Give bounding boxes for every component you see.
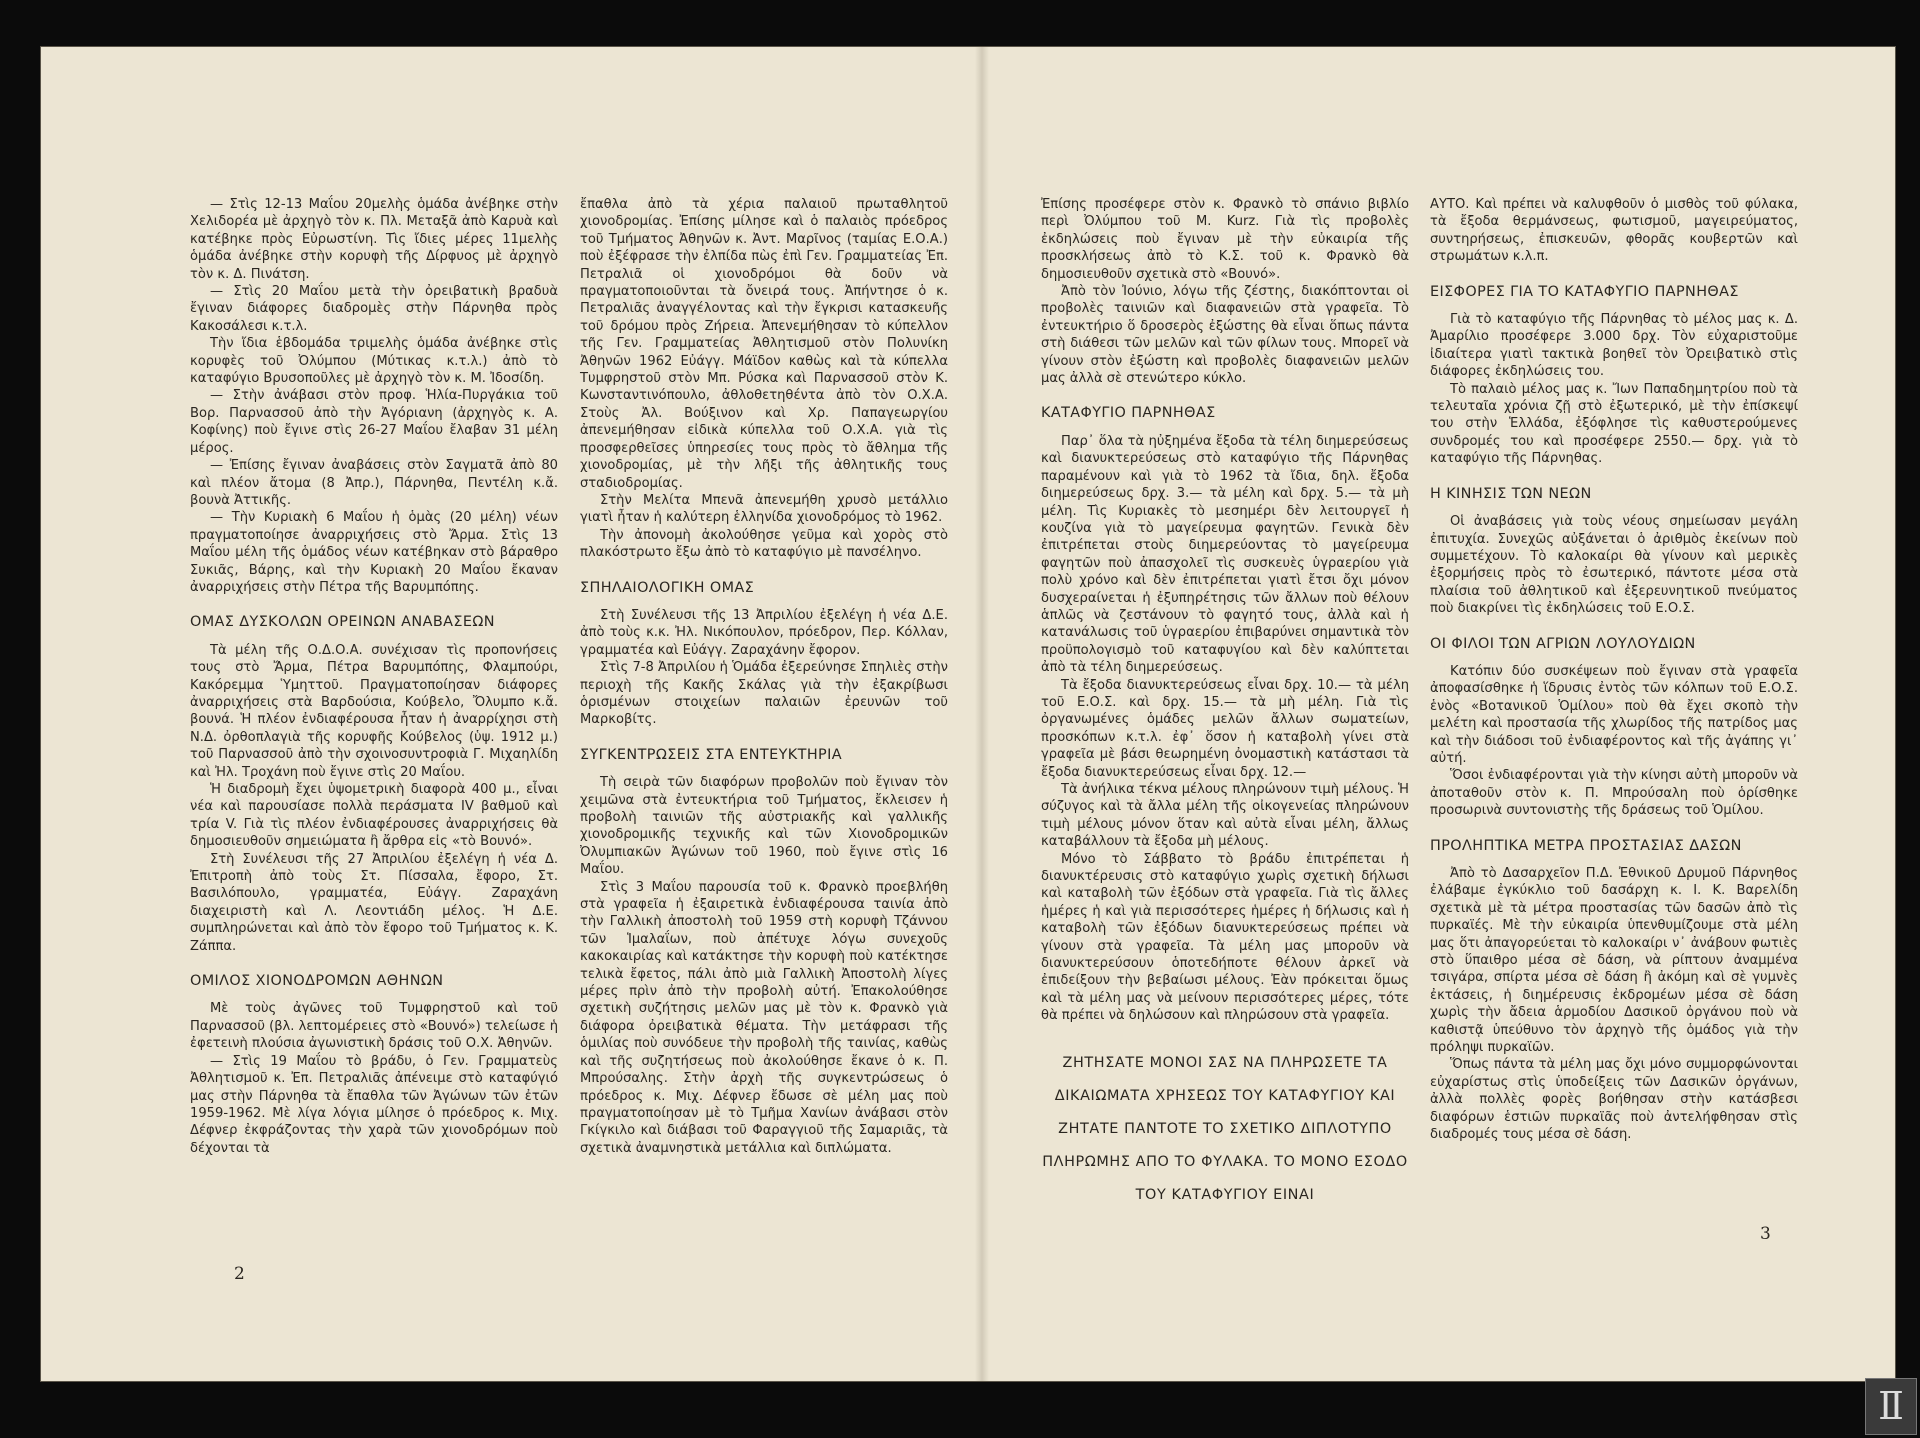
paragraph: Ἡ διαδρομὴ ἔχει ὑψομετρικὴ διαφορὰ 400 μ., εἶναι νέα καὶ παρουσίασε πολλὰ περάσματα IV βαθμοῦ καὶ τρία V. Γιὰ τὶς πλέον ἐνδιαφέρουσες ἀναρριχήσεις θὰ δημοσιευθοῦν σημειώματα ἢ ἄρθρα εἰς «τὸ Βουνό». <box>190 782 558 850</box>
section-heading: ΣΥΓΚΕΝΤΡΩΣΕΙΣ ΣΤΑ ΕΝΤΕΥΚΤΗΡΙΑ <box>580 746 843 763</box>
paragraph: Μὲ τοὺς ἀγῶνες τοῦ Τυμφρηστοῦ καὶ τοῦ Παρνασσοῦ (βλ. λεπτομέρειες στὸ «Βουνό») τελείωσε ἡ ἐφετεινὴ πλούσια ἀγωνιστικὴ δράσις τοῦ Ο.Χ. Ἀθηνῶν. <box>190 1001 558 1052</box>
paragraph: Τὰ μέλη τῆς Ο.Δ.Ο.Α. συνέχισαν τὶς προπονήσεις τους στὸ Ἄρμα, Πέτρα Βαρυμπόπης, Φλαμπούρι, Κακόρεμμα Ὑμηττοῦ. Πραγματοποίησαν διάφορες ἀναρριχήσεις στὰ Βαρδούσια, Κούβελο, Ὄλυμπο κ.ἄ. βουνά. Ἡ πλέον ἐνδιαφέρουσα ἦταν ἡ ἀναρρίχησι στὴ Ν.Δ. ὀρθοπλαγιὰ τῆς κορυφῆς Κούβελος (ὑψ. 1912 μ.) τοῦ Παρνασσοῦ ἀπὸ τὴν σχοινοσυντροφιὰ Γ. Μιχαηλίδη καὶ Ἠλ. Τροχάνη ποὺ ἔγινε στὶς 20 Μαΐου. <box>190 642 558 780</box>
paragraph: ΑΥΤΟ. Καὶ πρέπει νὰ καλυφθοῦν ὁ μισθὸς τοῦ φύλακα, τὰ ἔξοδα θερμάνσεως, φωτισμοῦ, μαγειρεύματος, συντηρήσεως, ἐπισκευῶν, φθορᾶς κουβερτῶν καὶ στρωμάτων κ.λ.π. <box>1430 197 1798 265</box>
section-heading: ΟΜΑΣ ΔΥΣΚΟΛΩΝ ΟΡΕΙΝΩΝ ΑΝΑΒΑΣΕΩΝ <box>190 614 495 631</box>
column-3 <box>1041 196 1409 1212</box>
library-logo-icon: Ⅱ <box>1865 1378 1917 1435</box>
paragraph: Ὅπως πάντα τὰ μέλη μας ὄχι μόνο συμμορφώνονται εὐχαρίστως στὶς ὑποδείξεις τῶν Δασικῶν ὀργάνων, ἀλλὰ πολλὲς φορὲς βοήθησαν στὴν κατάσβεσι διαφόρων ἑστιῶν πυρκαϊᾶς ποὺ ἀντελήφθησαν στὶς διαδρομές τους μέσα σὲ δάση. <box>1430 1057 1798 1143</box>
paragraph: ἔπαθλα ἀπὸ τὰ χέρια παλαιοῦ πρωταθλητοῦ χιονοδρομίας. Ἐπίσης μίλησε καὶ ὁ παλαιὸς πρόεδρος τοῦ Τμήματος Ἀθηνῶν κ. Ἀντ. Μαρῖνος (ταμίας Ε.Ο.Α.) ποὺ ἐξέφρασε τὴν ἐλπίδα πὼς ἐπὶ Γεν. Γραμματείας Ἐπ. Πετραλιᾶ οἱ χιονοδρόμοι θὰ δοῦν νὰ πραγματοποιοῦνται τὰ ὄνειρά τους. Ἀπήντησε ὁ κ. Πετραλιᾶς ἀναγγέλοντας καὶ τὴν ἔγκρισι κατασκευῆς τοῦ δρόμου πρὸς Ζήρεια. Ἀπενεμήθησαν τὸ κύπελλον τῆς Γεν. Γραμματείας Ἀθλητισμοῦ στὸν Πολυνίκη Ἀθηνῶν 1962 Εὐάγγ. Μάϊδον καθὼς καὶ τὰ κύπελλα Τυμφρηστοῦ στὸν Μπ. Ρύσκα καὶ Παρνασσοῦ στὸν Κ. Κωνσταντινόπουλο, ἀθλοθετηθέντα ἀπὸ τὸν Ο.Χ.Α. Στοὺς Ἀλ. Βούξινον καὶ Χρ. Παπαγεωργίου ἀπενεμήθησαν εἰδικὰ κύπελλα τοῦ Ο.Χ.Α. γιὰ τὶς προσφερθεῖσες ὑπηρεσίες τους πρὸς τὸ ἄθλημα τῆς χιονοδρομίας, μὲ τὴν λῆξι τῆς ἀθλητικῆς τους σταδιοδρομίας. <box>580 197 948 491</box>
column-4 <box>1430 196 1798 1144</box>
section-heading: ΟΜΙΛΟΣ ΧΙΟΝΟΔΡΟΜΩΝ ΑΘΗΝΩΝ <box>190 973 444 990</box>
paragraph: Στὴ Συνέλευσι τῆς 27 Ἀπριλίου ἐξελέγη ἡ νέα Δ. Ἐπιτροπὴ ἀπὸ τοὺς Στ. Πίσσαλα, ἔφορο, Στ. Βασιλόπουλο, γραμματέα, Εὐάγγ. Ζαραχάνη διαχειριστὴ καὶ Λ. Λεοντιάδη μέλος. Ἡ Δ.Ε. συμπληρώνεται καὶ ἀπὸ τὸν ἔφορο τοῦ Τμήματος κ. Κ. Ζάππα. <box>190 851 558 954</box>
section-heading: ΟΙ ΦΙΛΟΙ ΤΩΝ ΑΓΡΙΩΝ ΛΟΥΛΟΥΔΙΩΝ <box>1430 635 1696 652</box>
section-heading: ΚΑΤΑΦΥΓΙΟ ΠΑΡΝΗΘΑΣ <box>1041 405 1216 422</box>
paragraph: Στὴν Μελίτα Μπενᾶ ἀπενεμήθη χρυσὸ μετάλλιο γιατὶ ἦταν ἡ καλύτερη ἑλληνίδα χιονοδρόμος τὸ 1962. <box>580 492 948 526</box>
center-fold <box>975 46 989 1382</box>
paragraph: Τὰ ἔξοδα διανυκτερεύσεως εἶναι δρχ. 10.— τὰ μέλη τοῦ Ε.Ο.Σ. καὶ δρχ. 15.— τὰ μὴ μέλη. Γιὰ τὶς ὀργανωμένες ὁμάδες μελῶν ἄλλων σωματείων, προσκόπων κ.τ.λ. ἐφ᾽ ὅσον ἡ καταβολὴ γίνει στὰ γραφεῖα μὲ βάσι θεωρημένη ὀνομαστικὴ κατάστασι τὰ ἔξοδα διανυκτερεύσεως εἶναι δρχ. 12.— <box>1041 677 1409 780</box>
paragraph: Γιὰ τὸ καταφύγιο τῆς Πάρνηθας τὸ μέλος μας κ. Δ. Ἀμαρίλιο προσέφερε 3.000 δρχ. Τὸν εὐχαριστοῦμε ἰδιαίτερα γιατὶ τακτικὰ βοηθεῖ τὸν Ὀρειβατικὸ στὶς διάφορες ἐκδηλώσεις του. <box>1430 312 1798 380</box>
paragraph: Τὰ ἀνήλικα τέκνα μέλους πληρώνουν τιμὴ μέλους. Ἡ σύζυγος καὶ τὰ ἄλλα μέλη τῆς οἰκογενείας πληρώνουν τιμὴ μέλους μόνον ὅταν καὶ αὐτὰ εἶναι μέλη, ἄλλως καταβάλλουν τὰ ἔξοδα μὴ μέλους. <box>1041 782 1409 850</box>
column-2 <box>580 196 948 1157</box>
page-number-left: 2 <box>234 1264 245 1284</box>
paragraph: Στὶς 3 Μαΐου παρουσία τοῦ κ. Φρανκὸ προεβλήθη στὰ γραφεῖα ἡ ἐξαιρετικὰ ἐνδιαφέρουσα ταινία ἀπὸ τὴν Γαλλικὴ ἀποστολὴ τοῦ 1959 στὴ κορυφὴ Τζάννου τῶν Ἱμαλαΐων, ποὺ ἀπέτυχε λόγω συνεχοῦς κακοκαιρίας καὶ κατάκτησε τὴν κορυφὴ ποὺ κατέκτησε τελικὰ ἔφετος, πάλι ἀπὸ μιὰ Γαλλικὴ Ἀποστολὴ λίγες μέρες πρὶν ἀπὸ τὴν προβολὴ αὐτή. Ἐπακολούθησε σχετικὴ συζήτησις μελῶν μας μὲ τὸν κ. Φρανκὸ γιὰ διάφορα ὀρειβατικὰ θέματα. Τὴν μετάφρασι τῆς ὁμιλίας ποὺ συνόδευε τὴν προβολὴ τῆς ταινίας, καθὼς καὶ τῆς συζητήσεως ποὺ ἀκολούθησε ἔκανε ὁ κ. Π. Μπρούσαλης. Στὴν ἀρχὴ τῆς συγκεντρώσεως ὁ πρόεδρος κ. Μιχ. Δέφνερ ἔδωσε σὲ μέλη μας ποὺ πραγματοποίησαν μὲ τὸ Τμῆμα Χανίων ἀνάβασι στὸν Γκίγκιλο καὶ διάβασι τοῦ Φαραγγιοῦ τῆς Σαμαριᾶς, τὰ σχετικὰ ἀναμνηστικὰ μετάλλια καὶ διπλώματα. <box>580 879 948 1156</box>
paragraph: Ἀπὸ τὸν Ἰούνιο, λόγω τῆς ζέστης, διακόπτονται οἱ προβολὲς ταινιῶν καὶ διαφανειῶν στὰ γραφεῖα. Τὸ ἐντευκτήριο ὅ δροσερὸς ἐξώστης θὰ εἶναι ὅπως πάντα στὴ διάθεσι τῶν μελῶν καὶ τῶν φίλων τους. Μπορεῖ νὰ γίνουν στὸν ἐξώστη καὶ προβολὲς διαφανειῶν μελῶν μας ἀλλὰ σὲ στενώτερο κύκλο. <box>1041 284 1409 387</box>
section-heading: ΕΙΣΦΟΡΕΣ ΓΙΑ ΤΟ ΚΑΤΑΦΥΓΙΟ ΠΑΡΝΗΘΑΣ <box>1430 283 1739 300</box>
paragraph: — Στὴν ἀνάβασι στὸν προφ. Ἡλία-Πυργάκια τοῦ Βορ. Παρνασσοῦ ἀπὸ τὴν Ἀγόριανη (ἀρχηγὸς κ. Α. Κοφίνης) ποὺ ἔγινε στὶς 26-27 Μαΐου ἔλαβαν 31 μέλη μέρος. <box>190 388 558 456</box>
paragraph: Ἀπὸ τὸ Δασαρχεῖον Π.Δ. Ἐθνικοῦ Δρυμοῦ Πάρνηθος ἐλάβαμε ἐγκύκλιο τοῦ δασάρχη κ. Ι. Κ. Βαρελίδη σχετικὰ μὲ τὰ μέτρα προστασίας τῶν δασῶν ἀπὸ τὶς πυρκαϊές. Μὲ τὴν εὐκαιρία ὑπενθυμίζουμε στὰ μέλη μας ὅτι ἀπαγορεύεται τὸ καλοκαίρι ν᾽ ἀνάβουν φωτιὲς στὸ ὕπαιθρο μέσα σὲ δάση, νὰ ρίπτουν ἀναμμένα τσιγάρα, σπίρτα μέσα σὲ δάση ἢ ἀκόμη καὶ σὲ γυμνὲς ἐκτάσεις, ἡ διημέρευσις ἐκδρομέων μέσα σὲ δάση χωρὶς τὴν ἄδεια ἁρμοδίου Δασικοῦ ὀργάνου ποὺ νὰ καθιστᾷ ὑπεύθυνο τὸν ἀρχηγὸ τῆς ὁμάδος γιὰ τὴν πρόληψι πυρκαϊῶν. <box>1430 866 1798 1056</box>
paragraph: Μόνο τὸ Σάββατο τὸ βράδυ ἐπιτρέπεται ἡ διανυκτέρευσις στὸ καταφύγιο χωρὶς σχετικὴ δήλωσι καὶ καταβολὴ τῶν ἐξόδων στὰ γραφεῖα. Γιὰ τὶς ἄλλες ἡμέρες ἡ καὶ γιὰ περισσότερες ἡμέρες ἡ δήλωσις καὶ ἡ καταβολὴ τῶν ἐξόδων διανυκτερεύσεως πρέπει νὰ γίνουν στὰ γραφεῖα. Τὰ μέλη μας μποροῦν νὰ διανυκτερεύσουν ὁποτεδήποτε θέλουν ἀρκεῖ νὰ ἐπιδείξουν τὴν βεβαίωσι μέλους. Ἐὰν πρόκειται ὅμως καὶ τὰ μέλη μας νὰ μείνουν περισσότερες μέρες, τότε θὰ πρέπει νὰ δηλώσουν καὶ πληρώσουν στὰ γραφεῖα. <box>1041 851 1409 1024</box>
section-heading: ΠΡΟΛΗΠΤΙΚΑ ΜΕΤΡΑ ΠΡΟΣΤΑΣΙΑΣ ΔΑΣΩΝ <box>1430 837 1742 854</box>
paragraph: — Τὴν Κυριακὴ 6 Μαΐου ἡ ὁμὰς (20 μέλη) νέων πραγματοποίησε ἀναρριχήσεις στὸ Ἄρμα. Στὶς 13 Μαΐου μέλη τῆς ὁμάδος νέων κατέβηκαν στὸ βάραθρο Συκιᾶς, Βάρης, καὶ τὴν Κυριακὴ 20 Μαΐου ἔκαναν ἀναρριχήσεις στὴν Πέτρα τῆς Βαρυμπόπης. <box>190 510 558 595</box>
paragraph: — Στὶς 12-13 Μαΐου 20μελὴς ὁμάδα ἀνέβηκε στὴν Χελιδορέα μὲ ἀρχηγὸ τὸν κ. Πλ. Μεταξᾶ ἀπὸ Καρυὰ καὶ κατέβηκε πρὸς Εὐρωστίνη. Τὶς ἴδιες μέρες 11μελὴς ὁμάδα ἀνέβηκε στὴν κορυφὴ τῆς Δίρφυος μὲ ἀρχηγὸ τὸν κ. Δ. Πινάτση. <box>190 197 558 282</box>
document-page-spread <box>40 46 1896 1382</box>
paragraph: — Στὶς 20 Μαΐου μετὰ τὴν ὀρειβατικὴ βραδυὰ ἔγιναν διάφορες διαδρομὲς στὴν Πάρνηθα πρὸς Κακοσάλεσι κ.τ.λ. <box>190 284 558 334</box>
paragraph: Τὴν ἀπονομὴ ἀκολούθησε γεῦμα καὶ χορὸς στὸ πλακόστρωτο ἔξω ἀπὸ τὸ καταφύγιο μὲ πανσέληνο. <box>580 527 948 561</box>
paragraph: Οἱ ἀναβάσεις γιὰ τοὺς νέους σημείωσαν μεγάλη ἐπιτυχία. Συνεχῶς αὐξάνεται ὁ ἀριθμὸς ἐκείνων ποὺ συμμετέχουν. Τὸ καλοκαίρι θὰ γίνουν καὶ μερικὲς ἐξορμήσεις πρὸς τὸ ἐσωτερικό, πάντοτε μέσα στὰ πλαίσια τοῦ ἀθλητικοῦ καὶ ἐξερευνητικοῦ πνεύματος ποὺ διακρίνει τὶς ἐκδηλώσεις τοῦ Ε.Ο.Σ. <box>1430 514 1798 617</box>
notice-text: ΖΗΤΗΣΑΤΕ ΜΟΝΟΙ ΣΑΣ ΝΑ ΠΛΗΡΩΣΕΤΕ ΤΑ ΔΙΚΑΙΩΜΑΤΑ ΧΡΗΣΕΩΣ ΤΟΥ ΚΑΤΑΦΥΓΙΟΥ ΚΑΙ ΖΗΤΑΤΕ ΠΑΝΤΟΤΕ ΤΟ ΣΧΕΤΙΚΟ ΔΙΠΛΟΤΥΠΟ ΠΛΗΡΩΜΗΣ ΑΠΟ ΤΟ ΦΥΛΑΚΑ. ΤΟ ΜΟΝΟ ΕΣΟΔΟ ΤΟΥ ΚΑΤΑΦΥΓΙΟΥ ΕΙΝΑΙ <box>1042 1054 1408 1203</box>
section-heading: ΣΠΗΛΑΙΟΛΟΓΙΚΗ ΟΜΑΣ <box>580 579 755 596</box>
paragraph: Ὅσοι ἐνδιαφέρονται γιὰ τὴν κίνησι αὐτὴ μποροῦν νὰ ἀποταθοῦν στὸν κ. Π. Μπρούσαλη ποὺ ὁρίσθηκε προσωρινὰ συντονιστὴς τῆς δράσεως τοῦ Ὁμίλου. <box>1430 768 1798 819</box>
paragraph: Στὴ Συνέλευσι τῆς 13 Ἀπριλίου ἐξελέγη ἡ νέα Δ.Ε. ἀπὸ τοὺς κ.κ. Ἠλ. Νικόπουλον, πρόεδρον, Περ. Κόλλαν, γραμματέα καὶ Εὐάγγ. Ζαραχάνην ἔφορον. <box>580 607 948 658</box>
paragraph: — Στὶς 19 Μαΐου τὸ βράδυ, ὁ Γεν. Γραμματεὺς Ἀθλητισμοῦ κ. Ἐπ. Πετραλιᾶς ἀπένειμε στὸ καταφύγιό μας στὴν Πάρνηθα τὰ ἔπαθλα τῶν Ἀγώνων τῶν ἐτῶν 1959-1962. Μὲ λίγα λόγια μίλησε ὁ πρόεδρος κ. Μιχ. Δέφνερ ἐκφράζοντας τὴν χαρὰ τῶν χιονοδρόμων ποὺ δέχονται τὰ <box>190 1053 558 1156</box>
paragraph: — Ἐπίσης ἔγιναν ἀναβάσεις στὸν Σαγματᾶ ἀπὸ 80 καὶ πλέον ἄτομα (8 Ἀπρ.), Πάρνηθα, Πεντέλη κ.ἄ. βουνὰ Ἀττικῆς. <box>190 458 558 508</box>
paragraph: Τὴν ἴδια ἑβδομάδα τριμελὴς ὁμάδα ἀνέβηκε στὶς κορυφὲς τοῦ Ὀλύμπου (Μύτικας κ.τ.λ.) ἀπὸ τὸ καταφύγιο Βρυσοποῦλες μὲ ἀρχηγὸ τὸν κ. Μ. Ἰδοσίδη. <box>190 336 558 387</box>
paragraph: Κατόπιν δύο συσκέψεων ποὺ ἔγιναν στὰ γραφεῖα ἀποφασίσθηκε ἡ ἵδρυσις ἐντὸς τῶν κόλπων τοῦ Ε.Ο.Σ. ἑνὸς «Βοτανικοῦ Ὁμίλου» ποὺ θὰ ἔχει σκοπὸ τὴν μελέτη καὶ προστασία τῆς χλωρίδος τῆς πατρίδος μας καὶ τὴν διάδοσι τοῦ ἐνδιαφέροντος καὶ τῆς ἀγάπης γι᾽ αὐτή. <box>1430 663 1798 766</box>
page-number-right: 3 <box>1760 1224 1771 1244</box>
paragraph: Τὴ σειρὰ τῶν διαφόρων προβολῶν ποὺ ἔγιναν τὸν χειμῶνα στὰ ἐντευκτήρια τοῦ Τμήματος, ἔκλεισεν ἡ προβολὴ ταινιῶν τῆς αὐστριακῆς καὶ γαλλικῆς χιονοδρομικῆς τεχνικῆς καὶ τῶν Χιονοδρομικῶν Ὀλυμπιακῶν Ἀγώνων τοῦ 1960, ποὺ ἔγινε στὶς 16 Μαΐου. <box>580 775 948 878</box>
paragraph: Παρ᾽ ὅλα τὰ ηὐξημένα ἔξοδα τὰ τέλη διημερεύσεως καὶ διανυκτερεύσεως στὸ καταφύγιο τῆς Πάρνηθας παραμένουν καὶ γιὰ τὸ 1962 τὰ ἴδια, δηλ. ἔξοδα διημερεύσεως δρχ. 3.— τὰ μέλη καὶ δρχ. 5.— τὰ μὴ μέλη. Τὶς Κυριακὲς τὸ μεσημέρι δὲν λειτουργεῖ ἡ κουζίνα γιὰ τὸ μαγείρευμα φαγητῶν. Γενικὰ δὲν ἐπιτρέπεται στοὺς διημερεύοντας τὸ μαγείρευμα φαγητῶν ποὺ ἀπασχολεῖ τὶς συσκευὲς ὑγραερίου γιὰ πολὺ χρόνο καὶ δὲν ἐπιτρέπεται γιατὶ ἔτσι ὄχι μόνον δυσχεραίνεται ἡ ἐξυπηρέτησις τῶν ἄλλων ποὺ θέλουν ἁπλῶς νὰ ζεστάνουν τὸ φαγητό τους, ἀλλὰ καὶ ἡ κατανάλωσις τοῦ ὑγραερίου ἐπιβαρύνει σημαντικὰ τὸν προϋπολογισμὸ τοῦ καταφυγίου καὶ δὲν καλύπτεται ἀπὸ τὰ τέλη διημερεύσεως. <box>1041 433 1409 676</box>
paragraph: Τὸ παλαιὸ μέλος μας κ. Ἴων Παπαδημητρίου ποὺ τὰ τελευταῖα χρόνια ζῇ στὸ ἐξωτερικό, μὲ τὴν ἐπίσκεψί του στὴν Ἑλλάδα, ἐξόφλησε τὶς καθυστερούμενες συνδρομές του καὶ προσέφερε 2550.— δρχ. γιὰ τὸ καταφύγιο τῆς Πάρνηθας. <box>1430 381 1798 467</box>
column-1 <box>190 196 558 1157</box>
section-heading: Η ΚΙΝΗΣΙΣ ΤΩΝ ΝΕΩΝ <box>1430 485 1592 502</box>
paragraph: Ἐπίσης προσέφερε στὸν κ. Φρανκὸ τὸ σπάνιο βιβλίο περὶ Ὀλύμπου τοῦ Μ. Kurz. Γιὰ τὶς προβολὲς ἐκδηλώσεις ποὺ ἔγιναν μὲ τὴν εὐκαιρία τῆς προσκλήσεως ἀπὸ τὸ Κ.Σ. τοῦ κ. Φρανκὸ θὰ δημοσιευθοῦν σχετικὰ στὸ «Βουνό». <box>1041 197 1409 282</box>
paragraph: Στὶς 7-8 Ἀπριλίου ἡ Ὁμάδα ἐξερεύνησε Σπηλιὲς στὴν περιοχὴ τῆς Κακῆς Σκάλας γιὰ τὴν ἐξακρίβωσι ὁρισμένων στοιχείων παλαιῶν ἐρευνῶν τοῦ Μαρκοβίτς. <box>580 660 948 728</box>
